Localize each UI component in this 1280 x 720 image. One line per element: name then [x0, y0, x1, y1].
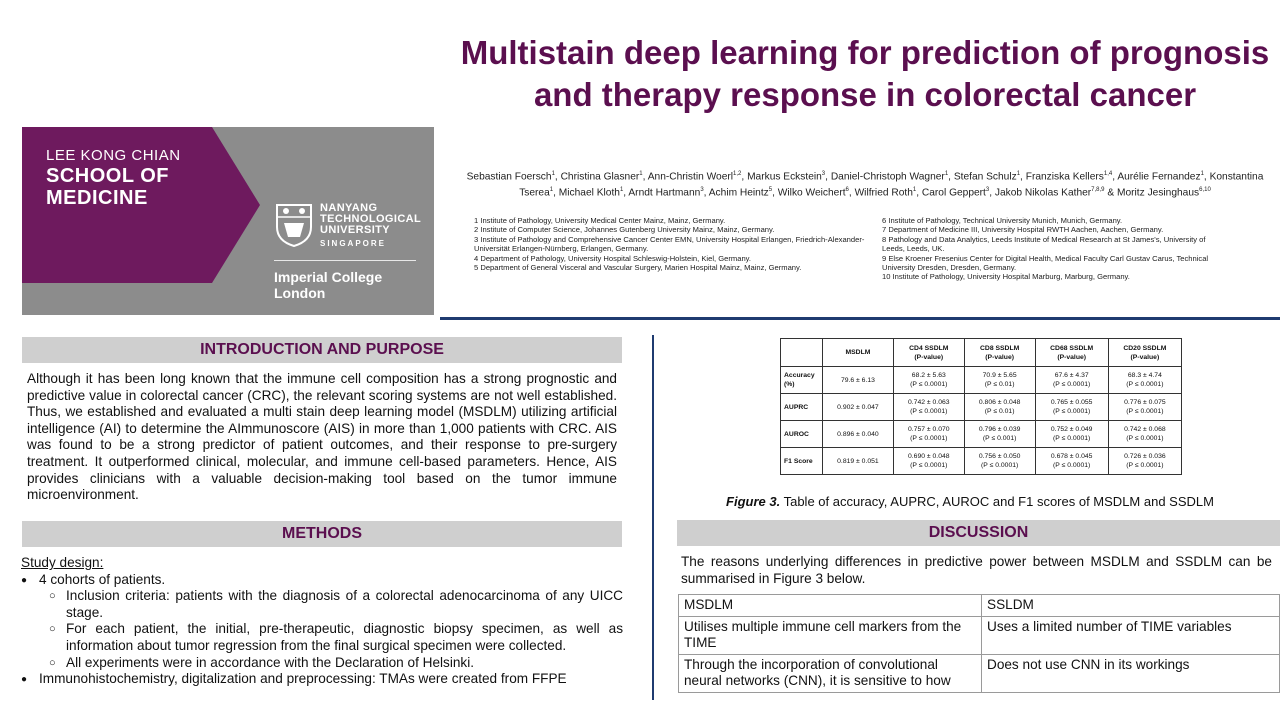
- table-header-cell: CD20 SSDLM (P-value): [1108, 339, 1181, 367]
- author-affiliation-sup: 1: [944, 171, 949, 177]
- author-name: Moritz Jesinghaus: [1117, 187, 1200, 199]
- intro-heading: INTRODUCTION AND PURPOSE: [22, 337, 622, 363]
- author-affiliation-sup: 1: [639, 171, 643, 177]
- author-name: Jakob Nikolas Kather: [994, 187, 1092, 199]
- page-bottom-edge: [0, 700, 1280, 720]
- table-cell: 0.757 ± 0.070 (P ≤ 0.0001): [893, 421, 964, 448]
- lkc-school-of: SCHOOL OF: [46, 165, 170, 187]
- author-affiliation-sup: 1: [549, 186, 554, 193]
- author-affiliation-sup: 1: [551, 171, 555, 177]
- table-cell: 79.6 ± 6.13: [823, 367, 894, 394]
- author-name: Sebastian Foersch: [466, 171, 552, 183]
- author-affiliation-sup: 5: [768, 186, 773, 193]
- table-header-cell: CD8 SSDLM (P-value): [964, 339, 1035, 367]
- affiliation-item: 5 Department of General Visceral and Vascular Surgery, Marien Hospital Mainz, Mainz, Germany.: [474, 263, 802, 273]
- discussion-body: The reasons underlying differences in predictive power between MSDLM and SSDLM can be summarised in Figure 3 below.: [681, 554, 1272, 586]
- author-affiliation-sup: 1: [619, 186, 624, 193]
- affiliation-item: 4 Department of Pathology, University Hospital Schleswig-Holstein, Kiel, Germany.: [474, 253, 752, 263]
- figure3-caption: [680, 494, 1260, 509]
- author-affiliation-sup: 7,8,9: [1091, 186, 1105, 193]
- table-cell: 0.690 ± 0.048 (P ≤ 0.0001): [893, 448, 964, 475]
- icl-line1: Imperial College: [274, 269, 383, 285]
- methods-sub-bullet: ○ Inclusion criteria: patients with the diagnosis of a colorectal adenocarcinoma of any UICC stage.: [21, 588, 623, 621]
- author-name: Markus Eckstein: [747, 171, 822, 183]
- poster-title: Multistain deep learning for prediction of prognosis and therapy response in colorectal cancer: [460, 34, 1270, 113]
- author-name: Aurélie Fernandez: [1117, 171, 1201, 183]
- table-cell: 0.902 ± 0.047: [823, 394, 894, 421]
- discussion-heading: DISCUSSION: [677, 520, 1280, 546]
- lkc-logo: [22, 127, 282, 315]
- author-affiliation-sup: 3: [821, 171, 826, 177]
- discussion-table: [678, 594, 1280, 693]
- lkc-text-line1: LEE KONG CHIAN: [46, 147, 181, 164]
- intro-body: Although it has been long known that the immune cell composition has a strong prognostic and predictive value in colorectal cancer (CRC), the relevant scoring systems are not well established. Thus, we established and evaluated a multi stain deep learning model (MSDLM) utilizing artificial intelligence (AI) to determine the AImmunoscore (AIS) in more than 1,000 patients with CRC. AIS was found to be a strong predictor of patient outcomes, and their response to pre-surgery treatment. It outperformed clinical, molecular, and immune cell-based parameters. Hence, AIS provides clinicians with a valuable decision-making tool based on the tumor immune microenvironment.: [27, 371, 617, 503]
- author-affiliation-sup: 6: [845, 186, 849, 193]
- column-divider: [652, 335, 654, 720]
- affiliation-item: 10 Institute of Pathology, University Hospital Marburg, Marburg, Germany.: [882, 272, 1130, 282]
- table-row-label: AUROC: [781, 421, 823, 448]
- author-list: Sebastian Foersch$^1$, Christina Glasner$^1$, Ann-Christin Woerl$^{1,2}$, Markus Eckstein$^3$, Daniel-Christoph Wagner$^1$, Stefan Schulz$^1$, Franziska Kellers$^{1,4}$, Aurélie Fernandez$^1$, Konstantina Tserea$^1$, Michael Kloth$^1$, Arndt Hartmann$^3$, Achim Heintz$^5$, Wilko Weichert$^6$, Wilfried Roth$^1$, Carol Geppert$^3$, Jakob Nikolas Kather$^{7,8,9}$ & Moritz Jesinghaus$^{6,10}$: [466, 171, 1264, 199]
- table-row: [679, 595, 1280, 617]
- table-row: [781, 394, 1182, 421]
- author-name: Stefan Schulz: [953, 171, 1017, 183]
- table-row: [781, 448, 1182, 475]
- study-design-label: Study design:: [21, 555, 104, 570]
- table-cell: 0.765 ± 0.055 (P ≤ 0.0001): [1035, 394, 1108, 421]
- affiliation-item: 6 Institute of Pathology, Technical University Munich, Munich, Germany.: [882, 216, 1123, 225]
- ntu-logo-text: [320, 203, 421, 249]
- methods-sub-bullet: ○ For each patient, the initial, pre-therapeutic, diagnostic biopsy specimen, as well as information about tumor regression from the final surgical specimen were collected.: [21, 621, 623, 654]
- table-row: [781, 421, 1182, 448]
- table-row: [679, 654, 1280, 692]
- figure3-caption-label: Figure 3.: [726, 494, 781, 509]
- imperial-logo-text: [274, 269, 382, 301]
- author-name: Wilko Weichert: [777, 187, 846, 199]
- table-header-row: [781, 339, 1182, 367]
- table-cell: 0.896 ± 0.040: [823, 421, 894, 448]
- table-header-cell: MSDLM: [823, 339, 894, 367]
- author-name: Christina Glasner: [560, 171, 640, 183]
- ntu-crest-icon: [274, 203, 314, 247]
- affiliation-item: 1 Institute of Pathology, University Medical Center Mainz, Mainz, Germany.: [474, 216, 726, 225]
- table-cell: 0.819 ± 0.051: [823, 448, 894, 475]
- author-affiliation-sup: 1,4: [1103, 171, 1113, 177]
- author-affiliation-sup: 6,10: [1199, 186, 1211, 193]
- author-affiliation-sup: 1: [1200, 171, 1204, 177]
- table-cell: 0.796 ± 0.039 (P ≤ 0.001): [964, 421, 1035, 448]
- author-affiliation-sup: 1: [1016, 171, 1021, 177]
- table-row-label: AUPRC: [781, 394, 823, 421]
- affiliation-item: 8 Pathology and Data Analytics, Leeds Institute of Medical Research at St James's, University of Leeds, Leeds, UK.: [882, 234, 1206, 254]
- figure3-table: [780, 338, 1182, 475]
- table-cell: 0.756 ± 0.050 (P ≤ 0.0001): [964, 448, 1035, 475]
- lkc-text-line2: [46, 165, 169, 209]
- table-header-cell: [781, 339, 823, 367]
- icl-line2: London: [274, 285, 326, 301]
- author-name: Ann-Christin Woerl: [647, 171, 734, 183]
- table-cell: Does not use CNN in its workings: [982, 654, 1280, 692]
- table-row-label: F1 Score: [781, 448, 823, 475]
- methods-bullet: ● Immunohistochemistry, digitalization and preprocessing: TMAs were created from FFPE: [21, 671, 623, 688]
- methods-heading: METHODS: [22, 521, 622, 547]
- methods-sub-bullet: ○ All experiments were in accordance with the Declaration of Helsinki.: [21, 655, 623, 672]
- table-header-cell: CD68 SSDLM (P-value): [1035, 339, 1108, 367]
- author-name: Achim Heintz: [708, 187, 769, 199]
- table-cell: MSDLM: [679, 595, 982, 617]
- affiliations-left: [474, 216, 874, 272]
- table-cell: 0.742 ± 0.063 (P ≤ 0.0001): [893, 394, 964, 421]
- table-row: [781, 367, 1182, 394]
- affiliation-item: 9 Else Kroener Fresenius Center for Digital Health, Medical Faculty Carl Gustav Carus, Technical University Dresden, Dresden, Germany.: [882, 253, 1209, 273]
- logo-divider: [274, 260, 416, 261]
- title-divider: [440, 317, 1280, 320]
- author-name: Arndt Hartmann: [628, 187, 701, 199]
- affiliation-item: 3 Institute of Pathology and Comprehensive Cancer Center EMN, University Hospital Erlangen, Friedrich-Alexander-Universität Erlangen-Nürnberg, Erlangen, Germany.: [474, 234, 865, 254]
- author-name: Konstantina Tserea: [519, 171, 1264, 199]
- table-cell: 0.678 ± 0.045 (P ≤ 0.0001): [1035, 448, 1108, 475]
- table-cell: Through the incorporation of convolutional neural networks (CNN), it is sensitive to how: [679, 654, 982, 692]
- affiliations-right: [882, 216, 1212, 282]
- table-cell: 0.806 ± 0.048 (P ≤ 0.01): [964, 394, 1035, 421]
- ntu-technological: TECHNOLOGICAL: [320, 213, 422, 225]
- author-affiliation-sup: 1: [912, 186, 917, 193]
- table-row: [679, 616, 1280, 654]
- table-row-label: Accuracy (%): [781, 367, 823, 394]
- affiliation-item: 2 Institute of Computer Science, Johannes Gutenberg University Mainz, Mainz, Germany.: [474, 225, 775, 235]
- author-name: Franziska Kellers: [1025, 171, 1104, 183]
- table-cell: 0.776 ± 0.075 (P ≤ 0.0001): [1108, 394, 1181, 421]
- author-affiliation-sup: 3: [700, 186, 704, 193]
- ntu-singapore: SINGAPORE: [320, 239, 387, 248]
- table-cell: 0.742 ± 0.068 (P ≤ 0.0001): [1108, 421, 1181, 448]
- author-name: Wilfried Roth: [854, 187, 913, 199]
- institution-logos: [22, 127, 434, 315]
- table-cell: Uses a limited number of TIME variables: [982, 616, 1280, 654]
- author-name: Michael Kloth: [558, 187, 620, 199]
- table-cell: 67.6 ± 4.37 (P ≤ 0.0001): [1035, 367, 1108, 394]
- table-cell: SSLDM: [982, 595, 1280, 617]
- table-cell: 0.752 ± 0.049 (P ≤ 0.0001): [1035, 421, 1108, 448]
- figure3-caption-text: Table of accuracy, AUPRC, AUROC and F1 scores of MSDLM and SSDLM: [780, 494, 1214, 509]
- author-name: Daniel-Christoph Wagner: [830, 171, 945, 183]
- table-cell: 68.2 ± 5.63 (P ≤ 0.0001): [893, 367, 964, 394]
- methods-bullet: ● 4 cohorts of patients.: [21, 572, 623, 589]
- author-affiliation-sup: 3: [985, 186, 990, 193]
- table-cell: Utilises multiple immune cell markers from the TIME: [679, 616, 982, 654]
- affiliation-item: 7 Department of Medicine III, University Hospital RWTH Aachen, Aachen, Germany.: [882, 225, 1164, 235]
- ntu-university: UNIVERSITY: [320, 224, 391, 236]
- lkc-medicine: MEDICINE: [46, 187, 148, 209]
- author-name: Carol Geppert: [921, 187, 986, 199]
- ntu-nanyang: NANYANG: [320, 202, 378, 214]
- table-cell: 0.726 ± 0.036 (P ≤ 0.0001): [1108, 448, 1181, 475]
- table-cell: 68.3 ± 4.74 (P ≤ 0.0001): [1108, 367, 1181, 394]
- table-cell: 70.9 ± 5.65 (P ≤ 0.01): [964, 367, 1035, 394]
- methods-body: [21, 555, 623, 688]
- table-header-cell: CD4 SSDLM (P-value): [893, 339, 964, 367]
- author-affiliation-sup: 1,2: [733, 171, 742, 177]
